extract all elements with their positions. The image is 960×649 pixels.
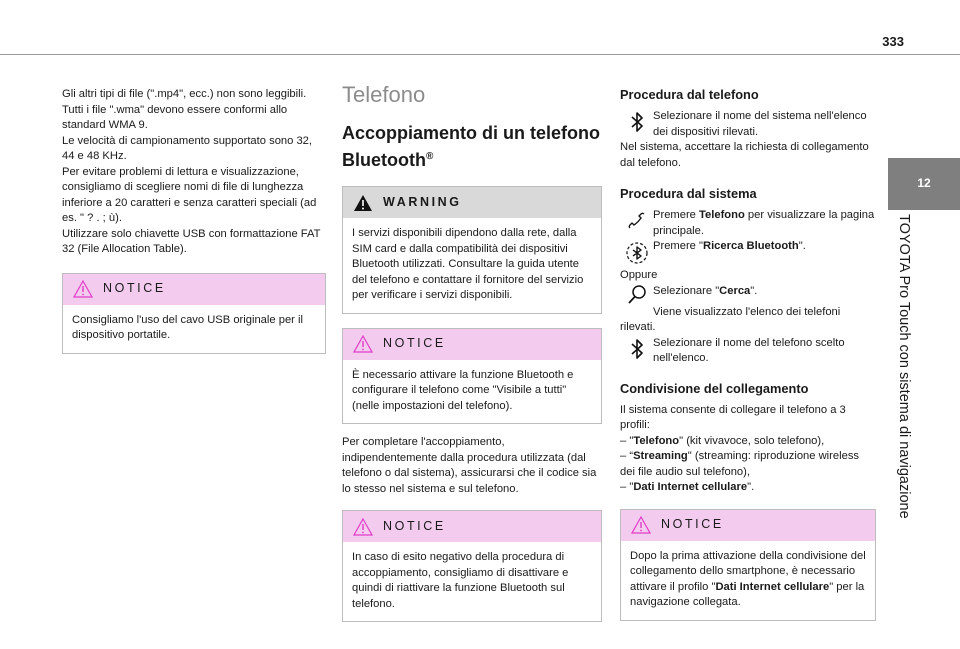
paragraph: Utilizzare solo chiavette USB con formattazione FAT 32 (File Allocation Table).	[62, 227, 321, 255]
warning-text: I servizi disponibili dipendono dalla rete, dalla SIM card e dalla compatibilità dei dispositivi Bluetooth utilizzati. Consultare la guida utente del telefono e contattare il fornitore del servizio per verificare i servizi disponibili.	[352, 227, 584, 301]
phone-step-1: Selezionare il nome del sistema nell'elenco dei dispositivi rilevati.	[620, 109, 876, 140]
notice-text: Dopo la prima attivazione della condivisione del collegamento dello smartphone, è necessario attivare il profilo "Dati Internet cellulare" per la navigazione collegata.	[630, 549, 866, 608]
warning-box	[342, 186, 602, 314]
sharing-profile-3: – "Dati Internet cellulare".	[620, 481, 755, 493]
notice-header	[343, 329, 601, 360]
bluetooth-search-icon	[625, 241, 649, 265]
bluetooth-icon	[630, 338, 644, 360]
phone-procedure-title: Procedura dal telefono	[620, 87, 759, 102]
system-step-3: Selezionare "Cerca".	[620, 269, 876, 305]
column-3	[620, 86, 876, 621]
paragraph: Gli altri tipi di file (".mp4", ecc.) non sono leggibili.	[62, 88, 307, 100]
notice-box-pairing-fail	[342, 510, 602, 622]
notice-box-sharing	[620, 509, 876, 621]
page-number: 333	[882, 34, 904, 49]
notice-title: NOTICE	[383, 518, 446, 533]
column-2	[342, 82, 602, 622]
sharing-profile-2: – “Streaming" (streaming: riproduzione wireless dei file audio sul telefono),	[620, 450, 860, 478]
notice-header	[63, 274, 325, 305]
warning-title: WARNING	[383, 194, 462, 209]
notice-triangle-icon	[353, 335, 373, 353]
header-rule	[0, 54, 960, 55]
section-title: Telefono	[342, 82, 426, 107]
system-step-2: Premere "Ricerca Bluetooth".	[620, 239, 876, 265]
paragraph: Tutti i file ".wma" devono essere conformi allo standard WMA 9.	[62, 103, 288, 131]
notice-title: NOTICE	[661, 517, 724, 532]
notice-box-usb	[62, 273, 326, 354]
notice-header	[621, 510, 875, 541]
chapter-tab: 12	[888, 158, 960, 210]
bluetooth-icon	[630, 111, 644, 133]
search-magnifier-icon	[626, 283, 648, 305]
sharing-intro: Il sistema consente di collegare il telefono a 3 profili:	[620, 403, 846, 431]
sharing-profile-1: – "Telefono" (kit vivavoce, solo telefono),	[620, 434, 825, 447]
notice-title: NOTICE	[383, 336, 446, 351]
warning-header	[343, 187, 601, 218]
notice-header	[343, 511, 601, 542]
system-step-1: Premere Telefono per visualizzare la pagina principale.	[620, 208, 876, 239]
subsection-title	[342, 122, 602, 172]
phone-handset-icon	[626, 210, 648, 232]
sharing-title: Condivisione del collegamento	[620, 380, 809, 396]
system-procedure-title: Procedura dal sistema	[620, 186, 757, 201]
paragraph: Per evitare problemi di lettura e visualizzazione, consigliamo di scegliere nomi di file di lunghezza inferiore a 20 caratteri e senza caratteri speciali (ad es. " ? . ; ù).	[62, 165, 317, 224]
notice-box-bluetooth	[342, 328, 602, 425]
system-step-4: Viene visualizzato l'elenco dei telefoni rilevati.	[620, 305, 841, 333]
phone-step-2: Nel sistema, accettare la richiesta di collegamento dal telefono.	[620, 141, 869, 169]
notice-title: NOTICE	[103, 281, 166, 296]
notice-triangle-icon	[631, 516, 651, 534]
oppure-label: Oppure	[620, 269, 658, 281]
paragraph: Le velocità di campionamento supportato sono 32, 44 e 48 KHz.	[62, 134, 313, 162]
pairing-paragraph: Per completare l'accoppiamento, indipendentemente dalla procedura utilizzata (dal telefono o dal sistema), assicurarsi che il codice sia lo stesso nel sistema e sul telefono.	[342, 436, 597, 495]
chapter-title: TOYOTA Pro Touch con sistema di navigazione	[896, 214, 912, 519]
notice-text: In caso di esito negativo della procedura di accoppiamento, consigliamo di disattivare e quindi di riattivare la funzione Bluetooth sul telefono.	[352, 551, 569, 610]
notice-triangle-icon	[353, 518, 373, 536]
registered-mark: ®	[425, 151, 434, 162]
notice-text: Consigliamo l'uso del cavo USB originale per il dispositivo portatile.	[72, 313, 303, 341]
notice-text: È necessario attivare la funzione Bluetooth e configurare il telefono come "Visibile a tutti" (nelle impostazioni del telefono).	[352, 368, 574, 412]
notice-triangle-icon	[73, 280, 93, 298]
column-1	[62, 87, 326, 354]
warning-triangle-icon	[353, 194, 373, 212]
system-step-5: Selezionare il nome del telefono scelto nell'elenco.	[620, 336, 876, 367]
subsection-title-text: Accoppiamento di un telefono Bluetooth	[342, 123, 601, 170]
